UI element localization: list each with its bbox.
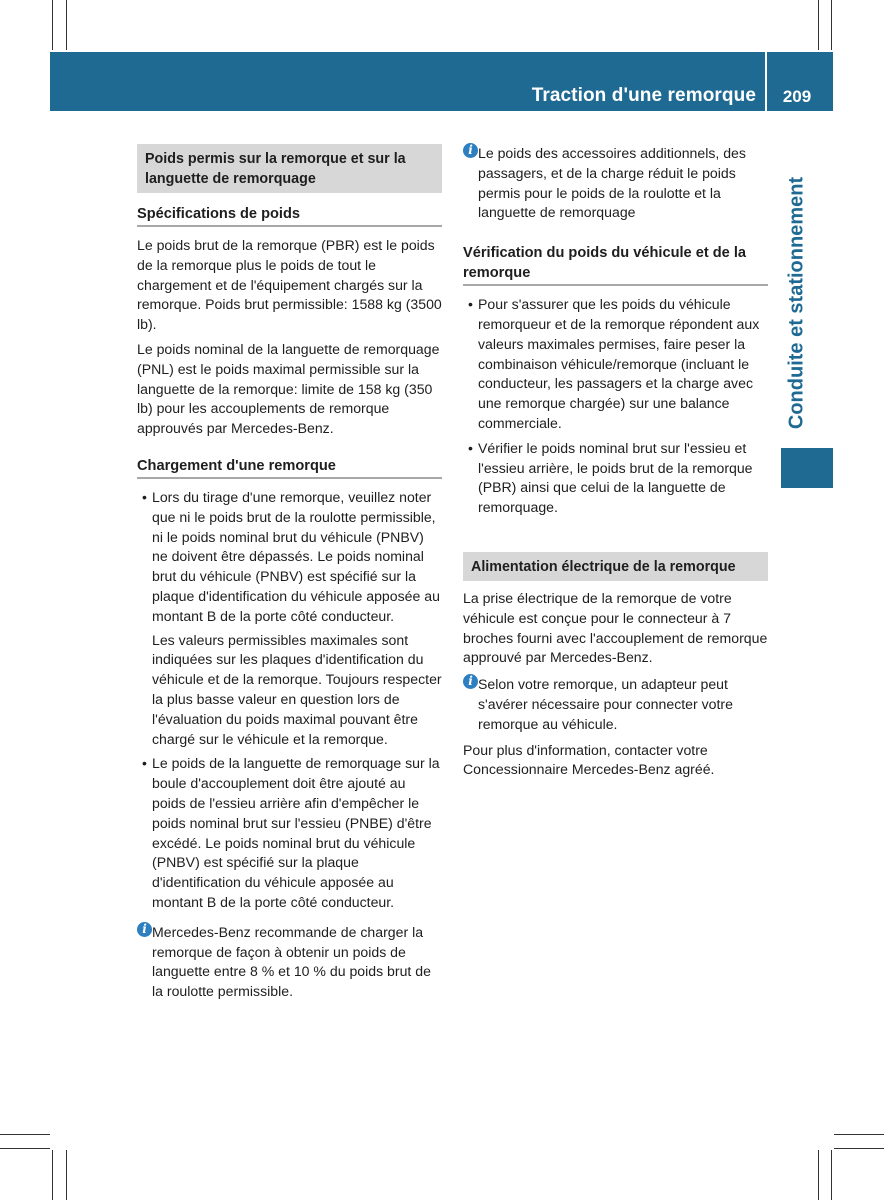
info-icon: i <box>463 674 478 689</box>
paragraph: Le poids brut de la remorque (PBR) est le poids de la remorque plus le poids de tout le chargement et de l'équipement chargés sur la remorque. Poids brut permissible: 1588 kg (3500 lb). <box>137 237 442 333</box>
crop-mark <box>831 1150 832 1200</box>
list-item-text: Le poids de la languette de remorquage sur la boule d'accouplement doit être ajouté au poids de l'essieu arrière afin d'empêcher le poids nominal brut sur l'essieu (PNBE) d'être excédé. Le poids nominal brut du véhicule (PNBV) est spécifié sur la plaque d'identification du véhicule apposée au montant B de la porte côté conducteur. <box>152 755 440 910</box>
paragraph: Pour plus d'information, contacter votre Concessionnaire Mercedes-Benz agréé. <box>463 741 715 778</box>
list-item-continuation: Les valeurs permissibles maximales sont indiquées sur les plaques d'identification du véhicule et de la remorque. Toujours respecter la plus basse valeur en question lors de l'évaluation du poids maximal pouvant être chargé sur le véhicule et la remorque. <box>152 631 442 747</box>
crop-mark <box>66 1150 67 1200</box>
info-note-text: Mercedes-Benz recommande de charger la remorque de façon à obtenir un poids de languette entre 8 % et 10 % du poids brut de la roulotte permissible. <box>152 923 431 1000</box>
list-item-text: Lors du tirage d'une remorque, veuillez noter que ni le poids brut de la roulotte permissible, ni le poids nominal brut du véhicule (PNBV) ne doivent être dépassés. Le poids nominal brut du véhicule (PNBV) est spécifié sur la plaque d'identification du véhicule apposée au montant B de la porte côté conducteur. <box>152 488 440 624</box>
crop-mark <box>834 1148 884 1149</box>
bullet-list <box>463 295 768 518</box>
info-note <box>463 144 768 223</box>
list-item <box>137 754 442 912</box>
page-number: 209 <box>782 87 812 106</box>
crop-mark <box>834 1134 884 1135</box>
bullet-list <box>137 488 442 913</box>
chapter-tab-marker <box>781 448 833 488</box>
page-title: Traction d'une remorque <box>531 85 756 106</box>
info-icon: i <box>463 143 478 158</box>
crop-mark <box>831 0 832 50</box>
list-item <box>463 295 768 434</box>
info-icon: i <box>137 922 152 937</box>
list-item <box>137 488 442 749</box>
info-note-text: Selon votre remorque, un adapteur peut s'avérer nécessaire pour connecter votre remorque au véhicule. <box>478 676 733 732</box>
chapter-tab <box>779 168 815 438</box>
crop-mark <box>818 0 819 50</box>
list-item <box>463 439 768 518</box>
crop-mark <box>0 1134 50 1135</box>
info-note <box>463 675 768 734</box>
paragraph: La prise électrique de la remorque de votre véhicule est conçue pour le connecteur à 7 broches fourni avec l'accouplement de remorque approuvé par Mercedes-Benz. <box>463 589 768 666</box>
info-note <box>137 923 442 1002</box>
crop-mark <box>66 0 67 50</box>
info-note-text: Le poids des accessoires additionnels, des passagers, et de la charge réduit le poids permis pour le poids de la roulotte et la languette de remorquage <box>478 145 746 221</box>
subheading-verification: Vérification du poids du véhicule et de la remorque <box>463 243 768 286</box>
crop-mark <box>52 0 53 50</box>
section-heading-power: Alimentation électrique de la remorque <box>463 552 768 581</box>
subheading-loading: Chargement d'une remorque <box>137 456 442 479</box>
left-column <box>137 144 442 1008</box>
paragraph: Le poids nominal de la languette de remorquage (PNL) est le poids maximal permissible sur la languette de la remorque: limite de 158 kg (350 lb) pour les accouplements de remorque approuvés par Mercedes-Benz. <box>137 340 440 437</box>
list-item-text: Vérifier le poids nominal brut sur l'essieu et l'essieu arrière, le poids brut de la remorque (PBR) ainsi que celui de la languette de remorquage. <box>478 439 753 516</box>
right-column <box>463 144 768 785</box>
header-divider <box>765 52 767 111</box>
subheading-weight-specs: Spécifications de poids <box>137 204 442 227</box>
crop-mark <box>818 1150 819 1200</box>
list-item-text: Pour s'assurer que les poids du véhicule remorqueur et de la remorque répondent aux valeurs maximales permises, faire peser la combinaison véhicule/remorque (incluant le conducteur, les passagers et la charge avec une remorque chargée) sur une balance commerciale. <box>478 296 760 431</box>
section-heading-weights: Poids permis sur la remorque et sur la languette de remorquage <box>137 144 442 193</box>
crop-mark <box>52 1150 53 1200</box>
crop-mark <box>0 1148 50 1149</box>
chapter-tab-label: Conduite et stationnement <box>785 176 808 430</box>
